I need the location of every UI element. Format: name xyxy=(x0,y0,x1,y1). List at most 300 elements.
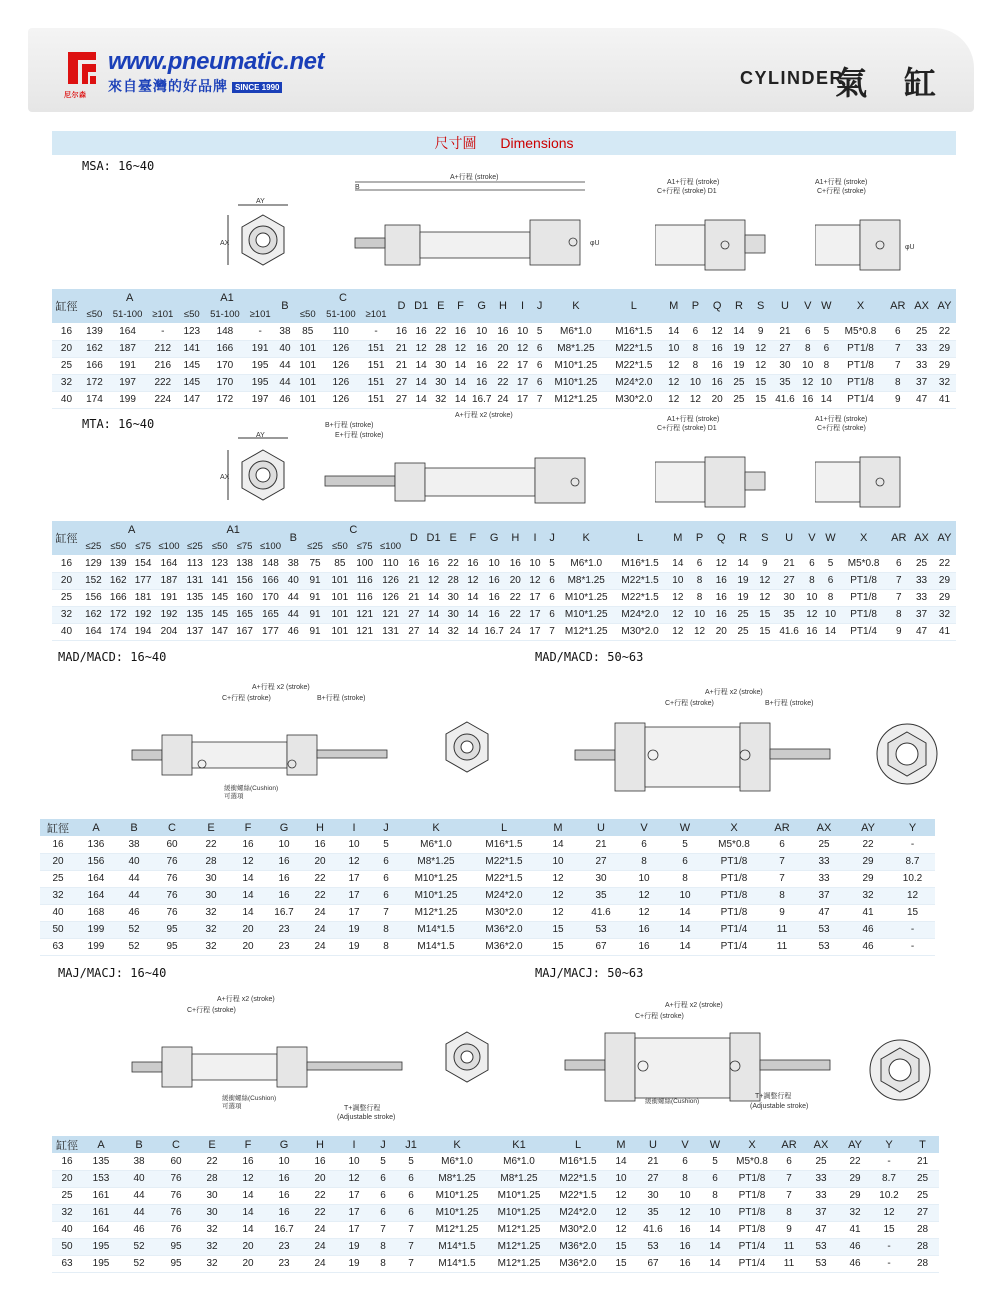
table-cell: 16 xyxy=(404,555,424,572)
mta-header: 缸徑 xyxy=(52,521,81,555)
table-cell: 10 xyxy=(664,887,706,904)
mad-series-label-left: MAD/MACD: 16~40 xyxy=(58,650,167,664)
table-cell: 41 xyxy=(846,904,890,921)
table-cell: 12 xyxy=(803,606,822,623)
table-cell: 10 xyxy=(670,1187,700,1204)
table-cell: 15 xyxy=(750,391,772,408)
mta-header: G xyxy=(483,521,506,555)
table-cell: 7 xyxy=(396,1221,426,1238)
table-cell: 187 xyxy=(108,340,147,357)
brand-url[interactable]: www.pneumatic.net xyxy=(108,48,324,75)
table-cell: 11 xyxy=(762,938,802,955)
table-cell: 14 xyxy=(700,1255,730,1272)
table-cell: 24 xyxy=(302,1221,338,1238)
table-cell: 8 xyxy=(803,572,822,589)
table-cell: M16*1.5 xyxy=(550,1153,606,1170)
table-cell: 168 xyxy=(76,904,116,921)
table-cell: 167 xyxy=(232,623,257,640)
table-cell: 12 xyxy=(667,623,689,640)
mta-header: U xyxy=(776,521,803,555)
table-cell: 14 xyxy=(230,887,266,904)
table-cell: - xyxy=(890,836,935,853)
table-cell: 28 xyxy=(906,1238,939,1255)
table-cell: 135 xyxy=(82,1153,120,1170)
table-cell: 172 xyxy=(205,391,244,408)
table-cell: 162 xyxy=(81,340,108,357)
mta-subheader: ≤75 xyxy=(232,538,257,555)
table-cell: 52 xyxy=(116,921,152,938)
mta-header: I xyxy=(525,521,545,555)
maj-adjustable-en-label: (Adjustable stroke) xyxy=(337,1114,396,1121)
svg-text:C+行程 (stroke): C+行程 (stroke) xyxy=(665,700,714,707)
table-cell: 14 xyxy=(700,1238,730,1255)
maj-small-side-view-drawing xyxy=(112,992,422,1127)
table-cell: 12 xyxy=(463,572,483,589)
table-cell: 53 xyxy=(802,938,846,955)
table-cell: 116 xyxy=(352,572,377,589)
table-cell: 85 xyxy=(327,555,352,572)
table-row xyxy=(52,323,956,340)
bore-size-cell: 25 xyxy=(52,1187,82,1204)
table-cell: 6 xyxy=(664,853,706,870)
table-cell: 5 xyxy=(532,323,546,340)
svg-text:AX: AX xyxy=(220,240,230,247)
msa-side-view-drawing xyxy=(325,170,610,280)
mta-header: P xyxy=(689,521,711,555)
table-cell: 12 xyxy=(451,340,471,357)
bore-size-cell: 20 xyxy=(52,572,81,589)
table-cell: 136 xyxy=(76,836,116,853)
table-cell: 194 xyxy=(131,623,156,640)
msa-header: X xyxy=(836,289,886,323)
table-cell: M10*1.25 xyxy=(559,589,613,606)
table-cell: M36*2.0 xyxy=(550,1255,606,1272)
mta-header: Q xyxy=(710,521,732,555)
table-cell: 170 xyxy=(205,374,244,391)
table-cell: 5 xyxy=(700,1153,730,1170)
table-cell: - xyxy=(245,323,276,340)
table-cell: 16 xyxy=(302,1153,338,1170)
table-cell: 22 xyxy=(933,555,956,572)
table-cell: 27 xyxy=(636,1170,670,1187)
table-cell: 8 xyxy=(821,589,840,606)
table-cell: 10 xyxy=(700,1204,730,1221)
table-cell: 20 xyxy=(302,1170,338,1187)
column-header: AX xyxy=(802,819,846,836)
table-cell: 6 xyxy=(685,323,707,340)
svg-text:C+行程 (stroke): C+行程 (stroke) xyxy=(222,695,271,702)
table-cell: 22 xyxy=(302,1187,338,1204)
mta-header: X xyxy=(840,521,888,555)
mta-header: D1 xyxy=(424,521,444,555)
table-cell: 12 xyxy=(667,589,689,606)
table-cell: 16 xyxy=(470,357,493,374)
mad-series-label-right: MAD/MACD: 50~63 xyxy=(535,650,644,664)
table-cell: 10 xyxy=(817,374,836,391)
svg-text:C+行程 (stroke): C+行程 (stroke) xyxy=(817,425,866,432)
table-cell: 21 xyxy=(636,1153,670,1170)
bore-size-cell: 25 xyxy=(52,589,81,606)
table-cell: 12 xyxy=(606,1204,636,1221)
maj-small-end-view-drawing xyxy=(432,1022,502,1102)
table-cell: 27 xyxy=(392,391,412,408)
table-cell: 30 xyxy=(431,374,451,391)
mad-large-end-view-drawing xyxy=(862,702,957,802)
page-title-en: CYLINDER xyxy=(739,68,844,88)
column-header: C xyxy=(158,1136,194,1153)
mta-stroke-e-label: E+行程 (stroke) xyxy=(335,432,384,439)
msa-header: G xyxy=(470,289,493,323)
table-cell: 6 xyxy=(532,357,546,374)
table-cell: 12 xyxy=(338,853,370,870)
table-cell: 195 xyxy=(245,357,276,374)
table-cell: 30 xyxy=(578,870,624,887)
column-header: L xyxy=(470,819,538,836)
table-cell: 17 xyxy=(338,904,370,921)
column-header: B xyxy=(120,1136,158,1153)
msa-detail-stroke-drawing xyxy=(815,175,920,275)
mta-stroke-b-label: B+行程 (stroke) xyxy=(325,422,374,429)
table-row xyxy=(52,1170,939,1187)
table-cell: 5 xyxy=(545,555,559,572)
table-cell: 212 xyxy=(147,340,178,357)
table-cell: 41.6 xyxy=(636,1221,670,1238)
table-cell: M8*1.25 xyxy=(488,1170,550,1187)
table-cell: 164 xyxy=(76,887,116,904)
mad-cushion-label: 緩衝螺絲(Cushion) xyxy=(224,785,279,792)
table-cell: 76 xyxy=(152,870,192,887)
table-cell: 25 xyxy=(804,1153,838,1170)
bore-size-cell: 50 xyxy=(40,921,76,938)
table-cell: - xyxy=(872,1153,906,1170)
table-cell: M8*1.25 xyxy=(426,1170,488,1187)
msa-header: D1 xyxy=(411,289,431,323)
table-cell: 16 xyxy=(266,1204,302,1221)
table-cell: M30*2.0 xyxy=(550,1221,606,1238)
table-cell: 24 xyxy=(493,391,513,408)
table-row xyxy=(52,572,956,589)
table-cell: 14 xyxy=(664,938,706,955)
table-cell: PT1/8 xyxy=(840,589,888,606)
table-cell: 135 xyxy=(182,606,207,623)
mta-subheader: ≤100 xyxy=(377,538,404,555)
mta-header: A1 xyxy=(182,521,283,538)
msa-header: D xyxy=(392,289,412,323)
table-cell: 22 xyxy=(192,836,230,853)
table-cell: 6 xyxy=(370,887,402,904)
table-cell: 224 xyxy=(147,391,178,408)
table-cell: 37 xyxy=(804,1204,838,1221)
table-cell: M14*1.5 xyxy=(402,938,470,955)
table-row xyxy=(52,1221,939,1238)
msa-subheader: 51-100 xyxy=(108,306,147,323)
table-cell: 14 xyxy=(424,623,444,640)
table-cell: 28 xyxy=(906,1255,939,1272)
msa-header: M xyxy=(663,289,685,323)
maj-large-end-view-drawing xyxy=(855,1018,950,1118)
table-cell: 100 xyxy=(352,555,377,572)
table-cell: 32 xyxy=(194,1238,230,1255)
table-cell: 44 xyxy=(116,870,152,887)
table-cell: M12*1.25 xyxy=(488,1238,550,1255)
table-cell: 156 xyxy=(232,572,257,589)
table-cell: 16 xyxy=(483,606,506,623)
table-cell: 53 xyxy=(804,1238,838,1255)
svg-text:A1+行程 (stroke): A1+行程 (stroke) xyxy=(815,416,868,423)
svg-text:C+行程 (stroke) D1: C+行程 (stroke) D1 xyxy=(657,188,717,195)
table-cell: 15 xyxy=(754,606,776,623)
table-cell: 121 xyxy=(377,606,404,623)
table-cell: 30 xyxy=(192,870,230,887)
table-cell: 15 xyxy=(754,623,776,640)
table-cell: M16*1.5 xyxy=(470,836,538,853)
table-cell: 32 xyxy=(443,623,463,640)
table-cell: 177 xyxy=(257,623,284,640)
svg-text:T+調整行程: T+調整行程 xyxy=(755,1093,792,1100)
svg-text:φU: φU xyxy=(590,240,600,247)
column-header: G xyxy=(266,1136,302,1153)
table-cell: 30 xyxy=(194,1204,230,1221)
table-cell: 131 xyxy=(377,623,404,640)
mta-header: M xyxy=(667,521,689,555)
table-cell: 101 xyxy=(327,572,352,589)
table-cell: 7 xyxy=(370,904,402,921)
table-cell: 16 xyxy=(266,870,302,887)
table-cell: 16 xyxy=(710,606,732,623)
table-cell: 29 xyxy=(838,1170,872,1187)
table-cell: 41 xyxy=(933,623,956,640)
table-cell: 16 xyxy=(483,589,506,606)
brand-logo-icon xyxy=(64,48,100,88)
table-row xyxy=(52,1204,939,1221)
table-cell: 12 xyxy=(706,323,728,340)
table-cell: M24*2.0 xyxy=(605,374,663,391)
mta-subheader: ≤100 xyxy=(257,538,284,555)
table-cell: 27 xyxy=(578,853,624,870)
column-header: C xyxy=(152,819,192,836)
table-cell: 16.7 xyxy=(483,623,506,640)
table-cell: 12 xyxy=(538,904,578,921)
column-header: W xyxy=(700,1136,730,1153)
table-cell: 8 xyxy=(817,357,836,374)
table-cell: M5*0.8 xyxy=(840,555,888,572)
table-cell: 17 xyxy=(338,1204,370,1221)
table-cell: PT1/8 xyxy=(706,887,762,904)
table-row xyxy=(40,870,935,887)
table-cell: M5*0.8 xyxy=(706,836,762,853)
table-cell: 11 xyxy=(774,1238,804,1255)
table-cell: 32 xyxy=(846,887,890,904)
maj-adjustable-cn-label: T+調整行程 xyxy=(344,1105,381,1112)
mta-header: W xyxy=(821,521,840,555)
table-cell: 138 xyxy=(232,555,257,572)
table-cell: M24*2.0 xyxy=(470,887,538,904)
table-cell: 7 xyxy=(885,340,910,357)
table-cell: 121 xyxy=(352,623,377,640)
table-cell: 8.7 xyxy=(872,1170,906,1187)
svg-text:可選項: 可選項 xyxy=(222,1103,242,1110)
table-row xyxy=(52,340,956,357)
table-cell: 9 xyxy=(774,1221,804,1238)
table-cell: 135 xyxy=(182,589,207,606)
table-cell: M22*1.5 xyxy=(605,340,663,357)
msa-subheader: ≤50 xyxy=(81,306,108,323)
table-cell: 126 xyxy=(377,572,404,589)
table-cell: 126 xyxy=(321,391,360,408)
mta-side-view-drawing xyxy=(305,408,605,518)
mta-header: AX xyxy=(910,521,933,555)
section-title-en: Dimensions xyxy=(500,135,574,151)
table-cell: 137 xyxy=(182,623,207,640)
table-cell: 141 xyxy=(207,572,232,589)
table-cell: 17 xyxy=(525,589,545,606)
mad-small-side-view-drawing xyxy=(112,680,412,800)
table-cell: 7 xyxy=(545,623,559,640)
mta-subheader: ≤75 xyxy=(352,538,377,555)
table-cell: 14 xyxy=(230,904,266,921)
table-cell: 164 xyxy=(82,1221,120,1238)
table-cell: 14 xyxy=(451,391,471,408)
table-cell: 6 xyxy=(817,340,836,357)
mad-large-side-view-drawing xyxy=(555,685,845,800)
bore-size-cell: 40 xyxy=(52,391,81,408)
table-cell: 38 xyxy=(276,323,295,340)
table-cell: 16 xyxy=(411,323,431,340)
table-cell: 15 xyxy=(750,374,772,391)
table-cell: 197 xyxy=(108,374,147,391)
table-cell: 16 xyxy=(706,340,728,357)
table-cell: 21 xyxy=(392,340,412,357)
table-cell: 29 xyxy=(933,572,956,589)
table-cell: 35 xyxy=(772,374,799,391)
table-cell: 25 xyxy=(728,374,750,391)
table-cell: 195 xyxy=(82,1255,120,1272)
table-cell: M14*1.5 xyxy=(426,1255,488,1272)
table-cell: 19 xyxy=(732,572,754,589)
column-header: F xyxy=(230,819,266,836)
column-header: AY xyxy=(846,819,890,836)
svg-text:緩衝螺絲(Cushion): 緩衝螺絲(Cushion) xyxy=(645,1098,700,1105)
table-cell: 20 xyxy=(505,572,525,589)
table-cell: 6 xyxy=(370,1204,396,1221)
mta-subheader: ≤50 xyxy=(106,538,131,555)
column-header: U xyxy=(636,1136,670,1153)
table-cell: 151 xyxy=(361,374,392,391)
table-row xyxy=(40,836,935,853)
msa-header: 缸徑 xyxy=(52,289,81,323)
table-cell: M16*1.5 xyxy=(605,323,663,340)
table-cell: 166 xyxy=(81,357,108,374)
table-cell: 22 xyxy=(194,1153,230,1170)
table-cell: 14 xyxy=(663,323,685,340)
table-cell: 19 xyxy=(728,357,750,374)
table-cell: 14 xyxy=(230,870,266,887)
table-cell: 10 xyxy=(663,340,685,357)
table-cell: 7 xyxy=(762,853,802,870)
table-cell: 12 xyxy=(411,340,431,357)
table-cell: 8 xyxy=(685,340,707,357)
brand-slogan xyxy=(108,76,282,96)
svg-text:C+行程 (stroke): C+行程 (stroke) xyxy=(635,1013,684,1020)
table-cell: PT1/8 xyxy=(836,357,886,374)
table-cell: 91 xyxy=(303,572,328,589)
table-cell: M12*1.25 xyxy=(547,391,605,408)
table-cell: 147 xyxy=(178,391,205,408)
table-cell: M14*1.5 xyxy=(402,921,470,938)
section-title-bar xyxy=(52,131,956,155)
table-row xyxy=(52,1187,939,1204)
table-cell: M12*1.25 xyxy=(402,904,470,921)
table-cell: M14*1.5 xyxy=(426,1238,488,1255)
table-cell: 16 xyxy=(505,555,525,572)
mta-subheader: ≤50 xyxy=(207,538,232,555)
table-cell: 16 xyxy=(451,323,471,340)
column-header: I xyxy=(338,819,370,836)
table-cell: 47 xyxy=(804,1221,838,1238)
table-cell: 47 xyxy=(910,391,933,408)
table-cell: 37 xyxy=(910,606,933,623)
column-header: A xyxy=(82,1136,120,1153)
table-cell: M8*1.25 xyxy=(559,572,613,589)
table-cell: 10 xyxy=(266,1153,302,1170)
table-cell: 25 xyxy=(906,1170,939,1187)
table-cell: 32 xyxy=(192,904,230,921)
table-row xyxy=(52,606,956,623)
table-cell: - xyxy=(872,1238,906,1255)
msa-header: E xyxy=(431,289,451,323)
table-cell: 110 xyxy=(377,555,404,572)
table-cell: 24 xyxy=(302,1255,338,1272)
table-cell: 16 xyxy=(470,340,493,357)
bore-size-cell: 16 xyxy=(52,555,81,572)
table-cell: 67 xyxy=(578,938,624,955)
column-header: Y xyxy=(890,819,935,836)
table-cell: M22*1.5 xyxy=(470,870,538,887)
table-row xyxy=(52,623,956,640)
table-row xyxy=(52,1255,939,1272)
column-header: G xyxy=(266,819,302,836)
table-cell: 131 xyxy=(182,572,207,589)
bore-size-cell: 32 xyxy=(52,606,81,623)
table-cell: 32 xyxy=(933,374,956,391)
table-cell: 10 xyxy=(689,606,711,623)
msa-header: H xyxy=(493,289,513,323)
table-cell: 14 xyxy=(728,323,750,340)
table-cell: 14 xyxy=(411,374,431,391)
table-cell: 148 xyxy=(205,323,244,340)
table-cell: 12 xyxy=(606,1221,636,1238)
table-cell: 15 xyxy=(872,1221,906,1238)
table-cell: M6*1.0 xyxy=(559,555,613,572)
table-cell: 16 xyxy=(266,1170,302,1187)
table-cell: 25 xyxy=(910,555,933,572)
table-cell: 30 xyxy=(776,589,803,606)
table-cell: 222 xyxy=(147,374,178,391)
table-cell: 32 xyxy=(194,1221,230,1238)
table-cell: M16*1.5 xyxy=(613,555,667,572)
table-cell: 199 xyxy=(108,391,147,408)
column-header: K xyxy=(402,819,470,836)
table-cell: 23 xyxy=(266,921,302,938)
table-cell: 22 xyxy=(431,323,451,340)
table-cell: PT1/4 xyxy=(706,921,762,938)
table-cell: 20 xyxy=(710,623,732,640)
table-cell: 12 xyxy=(338,1170,370,1187)
table-cell: 24 xyxy=(302,904,338,921)
table-cell: M24*2.0 xyxy=(613,606,667,623)
table-cell: PT1/8 xyxy=(840,572,888,589)
table-cell: 161 xyxy=(82,1187,120,1204)
